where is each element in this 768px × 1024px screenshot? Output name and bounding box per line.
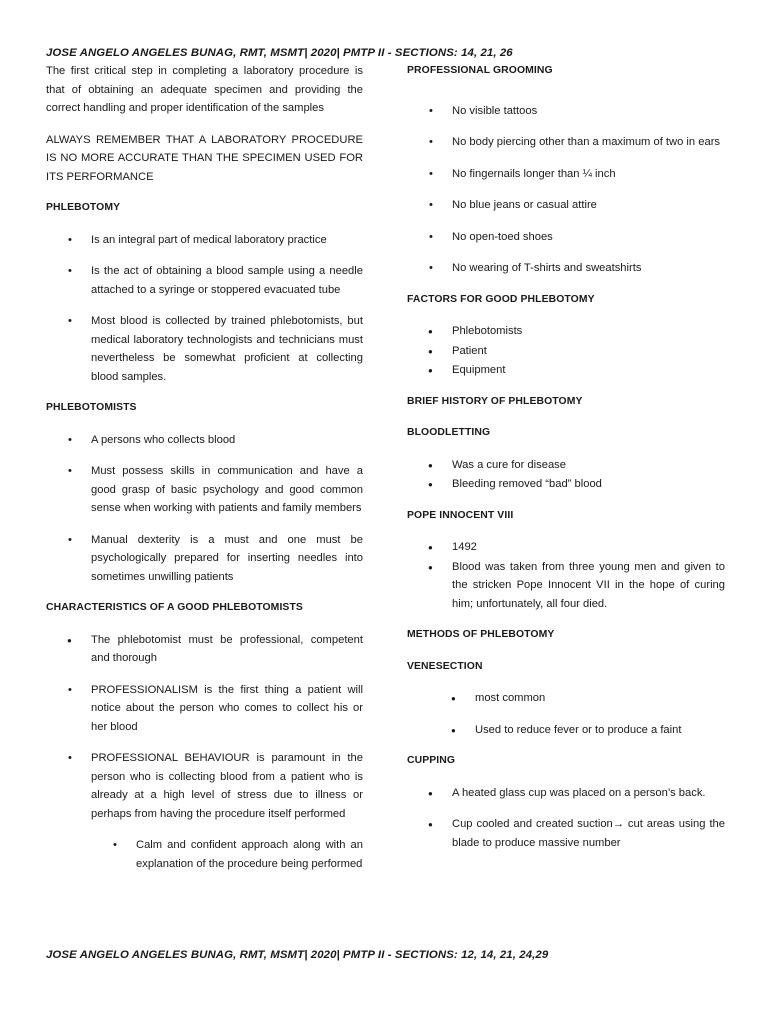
list-item: ● A heated glass cup was placed on a person’s back. [452, 784, 725, 803]
list-item: • Calm and confident approach along with an explanation of the procedure being performed [136, 836, 363, 873]
pope-heading: POPE INNOCENT VIII [407, 509, 514, 521]
list-item: • Most blood is collected by trained phlebotomists, but medical laboratory technologists and technicians must nevertheless be somewhat proficient at collecting blood samples. [91, 312, 363, 386]
factors-list [407, 322, 725, 380]
list-item: ● Used to reduce fever or to produce a faint [475, 721, 725, 740]
list-item: ● 1492 [452, 538, 725, 557]
left-column [46, 62, 363, 886]
list-item: ● The phlebotomist must be professional, competent and thorough [91, 631, 363, 668]
list-item: • A persons who collects blood [91, 431, 363, 450]
phlebotomy-list [46, 231, 363, 387]
venesection-heading: VENESECTION [407, 660, 483, 672]
list-item: • Manual dexterity is a must and one must be psychologically prepared for inserting needles into sometimes unwilling patients [91, 531, 363, 587]
grooming-heading: PROFESSIONAL GROOMING [407, 65, 553, 76]
characteristics-heading: CHARACTERISTICS OF A GOOD PHLEBOTOMISTS [46, 602, 303, 613]
list-item: ● Blood was taken from three young men and given to the stricken Pope Innocent VII in the hope of curing him; unfortunately, all four died. [452, 558, 725, 614]
list-item: • No blue jeans or casual attire [452, 196, 725, 215]
characteristics-list [46, 681, 363, 824]
pope-list [407, 538, 725, 613]
characteristics-first-list [46, 631, 363, 668]
list-item: • No body piercing other than a maximum of two in ears [452, 133, 725, 152]
list-item: • No visible tattoos [452, 102, 725, 121]
characteristics-sublist [46, 836, 363, 873]
list-item: • No open-toed shoes [452, 228, 725, 247]
list-item: • PROFESSIONAL BEHAVIOUR is paramount in the person who is collecting blood from a patient who is already at a high level of stress due to illness or perhaps from having the procedure itself performed [91, 749, 363, 823]
list-item: ● Equipment [452, 361, 725, 380]
list-item: • No wearing of T-shirts and sweatshirts [452, 259, 725, 278]
list-item: • Is the act of obtaining a blood sample using a needle attached to a syringe or stoppered evacuated tube [91, 262, 363, 299]
cupping-list [407, 784, 725, 853]
phlebotomists-heading: PHLEBOTOMISTS [46, 402, 137, 413]
list-item: ● Phlebotomists [452, 322, 725, 341]
bloodletting-heading: BLOODLETTING [407, 427, 491, 438]
list-item: ● Was a cure for disease [452, 456, 725, 475]
list-item: ● Bleeding removed “bad” blood [452, 475, 725, 494]
reminder-paragraph: ALWAYS REMEMBER THAT A LABORATORY PROCEDURE IS NO MORE ACCURATE THAN THE SPECIMEN USED FOR ITS PERFORMANCE [46, 133, 363, 183]
page-footer: JOSE ANGELO ANGELES BUNAG, RMT, MSMT| 2020| PMTP II - SECTIONS: 12, 14, 21, 24,29 [46, 949, 549, 961]
phlebotomy-heading: PHLEBOTOMY [46, 202, 121, 213]
history-heading: BRIEF HISTORY OF PHLEBOTOMY [407, 395, 583, 407]
page-header: JOSE ANGELO ANGELES BUNAG, RMT, MSMT| 2020| PMTP II - SECTIONS: 14, 21, 26 [46, 47, 513, 59]
list-item: • Must possess skills in communication and have a good grasp of basic psychology and good common sense when working with patients and family members [91, 462, 363, 518]
list-item: • Is an integral part of medical laboratory practice [91, 231, 363, 250]
bloodletting-list [407, 456, 725, 494]
grooming-list [407, 102, 725, 278]
intro-paragraph: The first critical step in completing a laboratory procedure is that of obtaining an adequate specimen and providing the correct handling and proper identification of the samples [46, 65, 363, 114]
cupping-heading: CUPPING [407, 755, 456, 766]
list-item: ● Cup cooled and created suction→ cut areas using the blade to produce massive number [452, 815, 725, 852]
methods-heading: METHODS OF PHLEBOTOMY [407, 629, 555, 640]
venesection-list [407, 689, 725, 739]
right-column [407, 62, 725, 865]
list-item: ● Patient [452, 342, 725, 361]
factors-heading: FACTORS FOR GOOD PHLEBOTOMY [407, 293, 595, 305]
phlebotomists-list [46, 431, 363, 587]
list-item: • PROFESSIONALISM is the first thing a patient will notice about the person who comes to collect his or her blood [91, 681, 363, 737]
list-item: • No fingernails longer than ¼ inch [452, 165, 725, 184]
list-item: ● most common [475, 689, 725, 708]
